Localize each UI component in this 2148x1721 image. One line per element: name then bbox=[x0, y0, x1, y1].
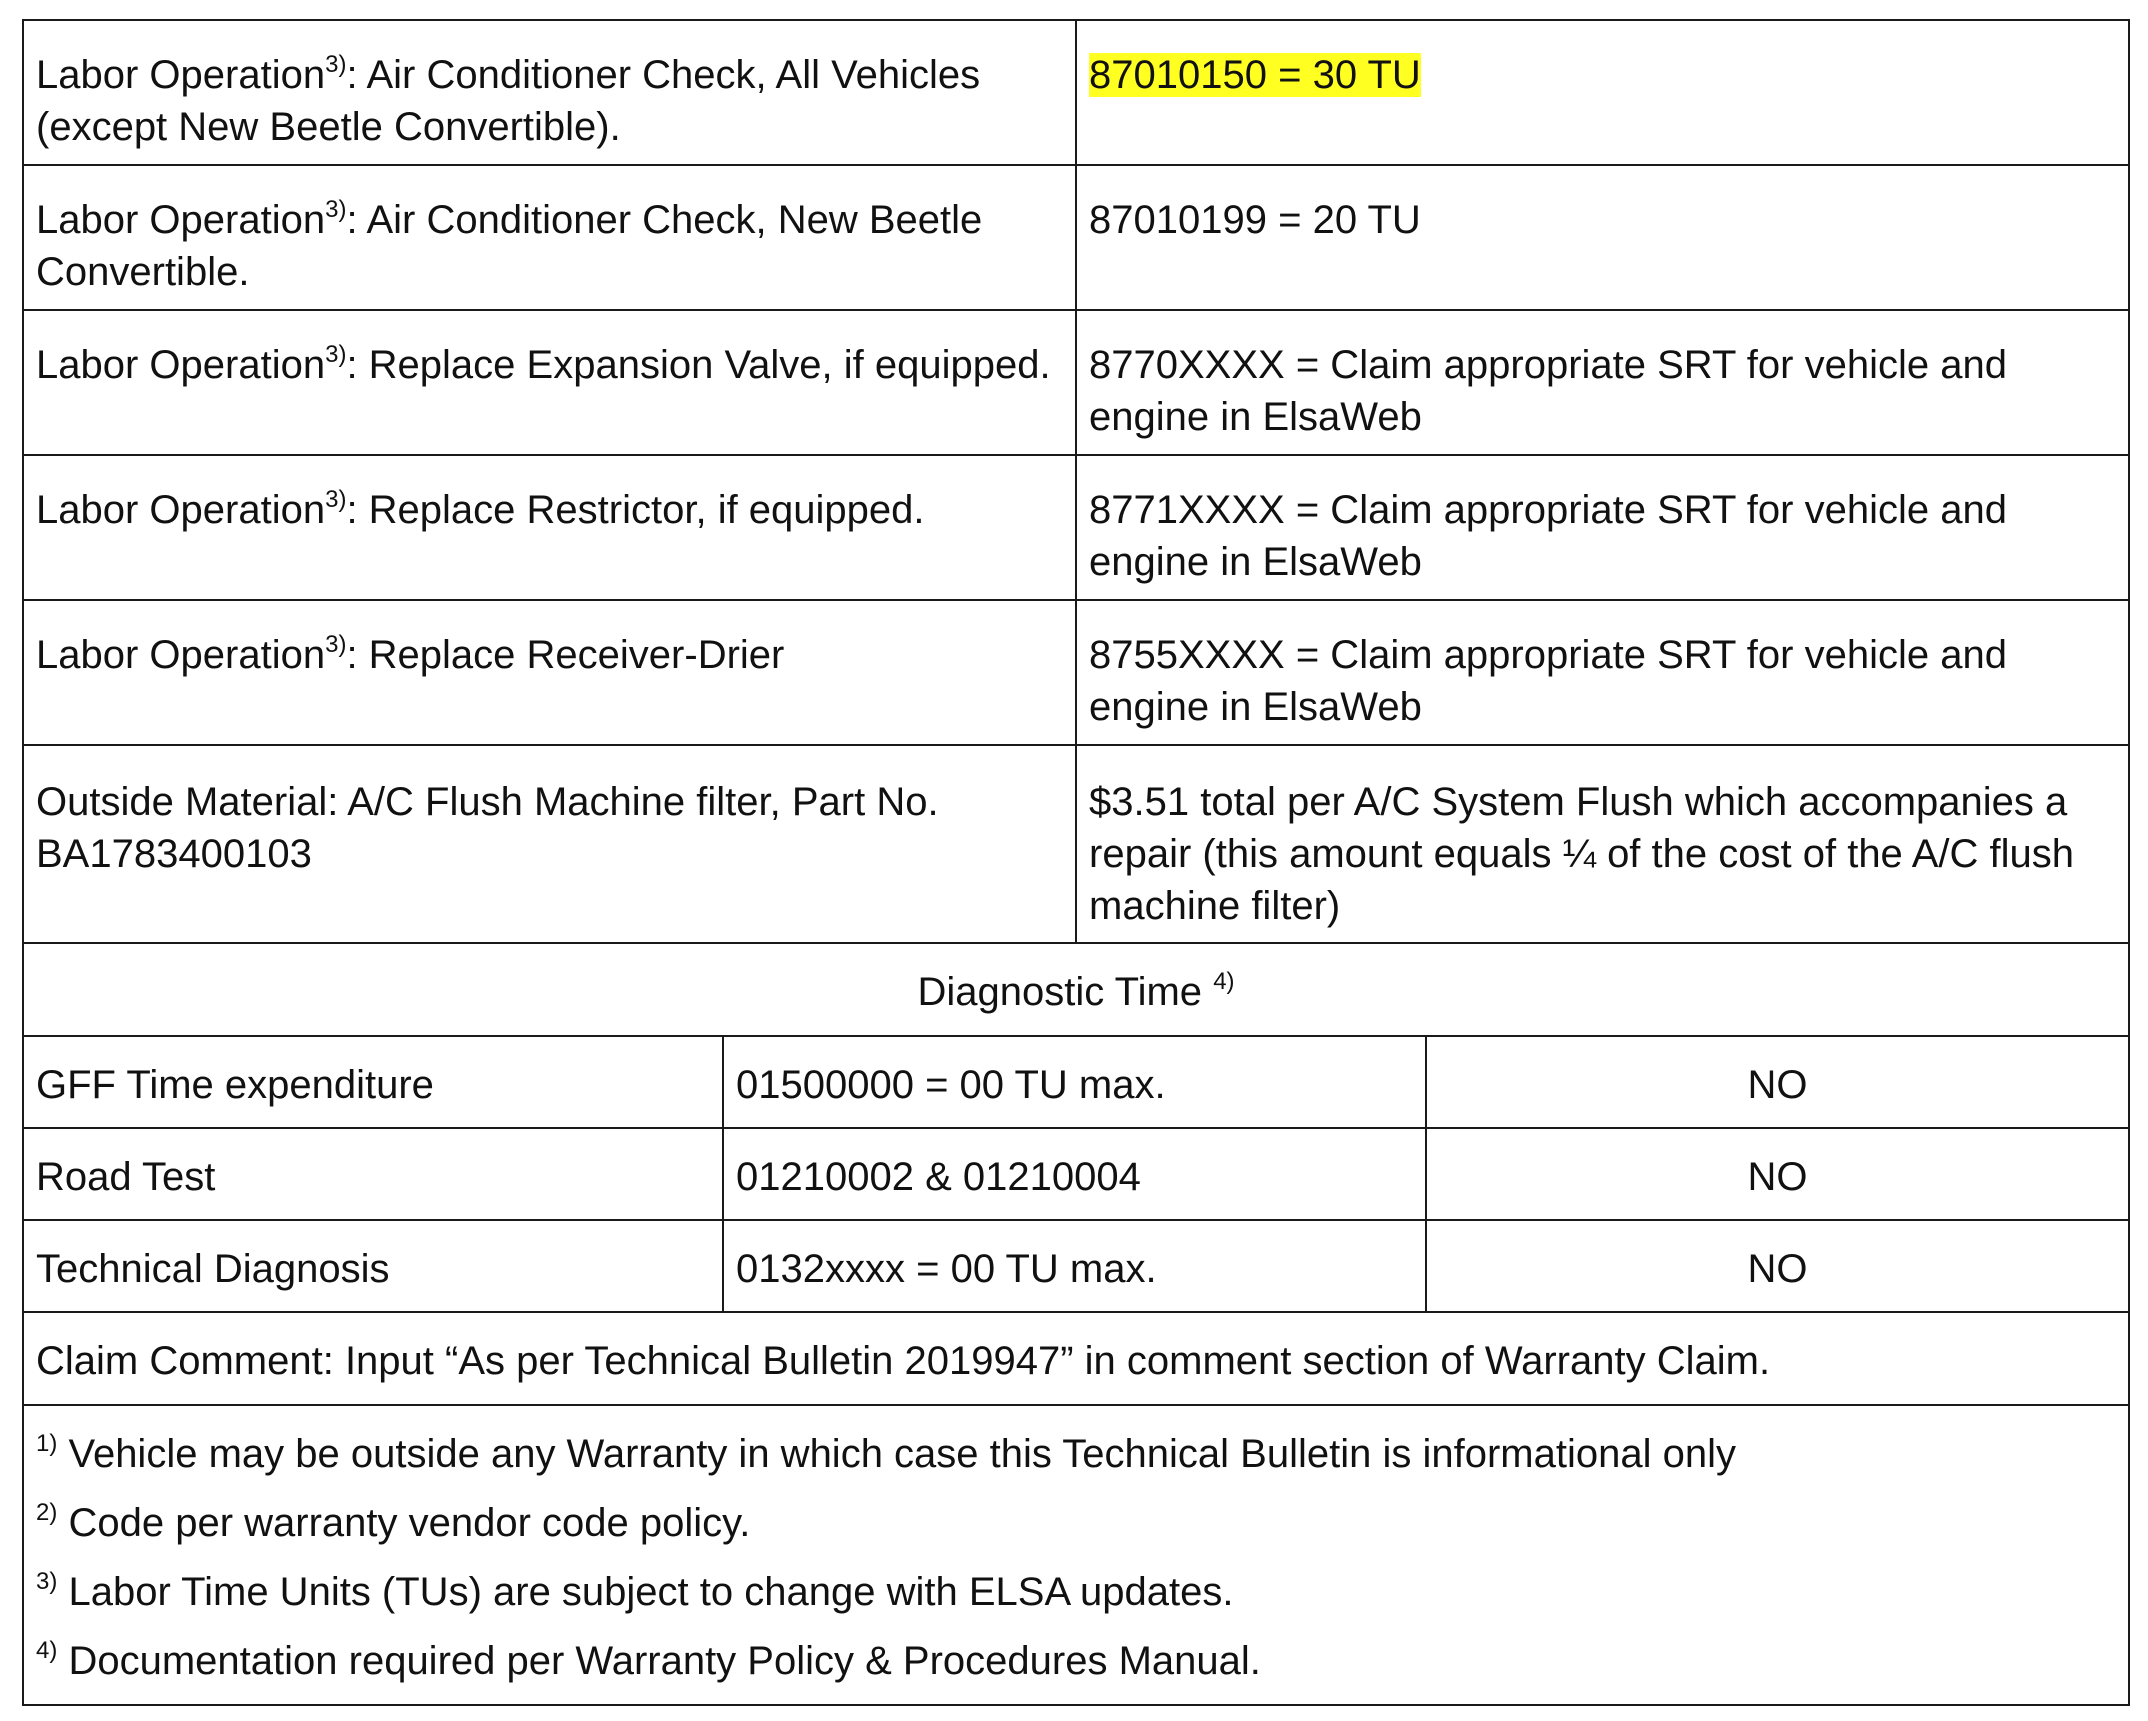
footnote-ref: 3) bbox=[325, 51, 347, 78]
diagnostic-row-gff bbox=[23, 1036, 2129, 1128]
diagnostic-time-header-row bbox=[23, 943, 2129, 1036]
labor-code-cell bbox=[1076, 20, 2129, 165]
labor-code-cell: 87010199 = 20 TU bbox=[1076, 165, 2129, 310]
footnote-ref: 3) bbox=[325, 341, 347, 368]
labor-operation-desc: : Replace Receiver-Drier bbox=[346, 633, 785, 677]
claim-comment-row bbox=[23, 1312, 2129, 1405]
footnote-text: Code per warranty vendor code policy. bbox=[68, 1501, 751, 1545]
labor-operation-label: Labor Operation bbox=[36, 488, 326, 532]
footnote-mark: 4) bbox=[36, 1637, 58, 1664]
labor-row-receiver-drier bbox=[23, 600, 2129, 745]
labor-code-cell: 8770XXXX = Claim appropriate SRT for vehicle and engine in ElsaWeb bbox=[1076, 310, 2129, 455]
footnote-text: Documentation required per Warranty Policy & Procedures Manual. bbox=[68, 1639, 1261, 1683]
footnote-mark: 2) bbox=[36, 1499, 58, 1526]
diagnostic-code: 01500000 = 00 TU max. bbox=[723, 1036, 1426, 1128]
footnote-mark: 1) bbox=[36, 1430, 58, 1457]
labor-row-expansion-valve bbox=[23, 310, 2129, 455]
labor-operation-label: Labor Operation bbox=[36, 633, 326, 677]
labor-operation-desc: : Replace Restrictor, if equipped. bbox=[346, 488, 925, 532]
labor-operation-desc: : Replace Expansion Valve, if equipped. bbox=[346, 343, 1051, 387]
footnotes-cell bbox=[23, 1405, 2129, 1705]
highlighted-labor-code: 87010150 = 30 TU bbox=[1089, 53, 1421, 97]
diagnostic-name: Road Test bbox=[23, 1128, 723, 1220]
labor-code-cell: 8771XXXX = Claim appropriate SRT for vehicle and engine in ElsaWeb bbox=[1076, 455, 2129, 600]
diagnostic-time-header bbox=[23, 943, 2129, 1036]
footnote-ref: 4) bbox=[1213, 967, 1235, 995]
footnote-text: Vehicle may be outside any Warranty in which case this Technical Bulletin is informational only bbox=[68, 1432, 1736, 1476]
diagnostic-row-road-test bbox=[23, 1128, 2129, 1220]
diagnostic-time-title: Diagnostic Time bbox=[917, 969, 1203, 1014]
labor-operation-cell bbox=[23, 165, 1076, 310]
labor-operation-cell bbox=[23, 455, 1076, 600]
diagnostic-row-technical bbox=[23, 1220, 2129, 1312]
labor-operation-cell bbox=[23, 20, 1076, 165]
labor-row-ac-check-all bbox=[23, 20, 2129, 165]
footnote-text: Labor Time Units (TUs) are subject to change with ELSA updates. bbox=[68, 1570, 1234, 1614]
outside-material-label: Outside Material: A/C Flush Machine filter, Part No. BA1783400103 bbox=[23, 745, 1076, 943]
labor-operation-desc: : Air Conditioner Check, All Vehicles (except New Beetle Convertible). bbox=[36, 53, 981, 149]
outside-material-row bbox=[23, 745, 2129, 943]
footnote-2 bbox=[36, 1497, 2116, 1566]
labor-code-cell: 8755XXXX = Claim appropriate SRT for vehicle and engine in ElsaWeb bbox=[1076, 600, 2129, 745]
footnotes-row bbox=[23, 1405, 2129, 1705]
footnote-1 bbox=[36, 1428, 2116, 1497]
footnote-ref: 3) bbox=[325, 631, 347, 658]
warranty-claim-table bbox=[22, 19, 2130, 1706]
footnote-mark: 3) bbox=[36, 1568, 58, 1595]
diagnostic-flag: NO bbox=[1426, 1128, 2129, 1220]
footnote-ref: 3) bbox=[325, 196, 347, 223]
diagnostic-name: GFF Time expenditure bbox=[23, 1036, 723, 1128]
labor-operation-desc: : Air Conditioner Check, New Beetle Convertible. bbox=[36, 198, 983, 294]
labor-operation-label: Labor Operation bbox=[36, 198, 326, 242]
labor-operation-label: Labor Operation bbox=[36, 343, 326, 387]
diagnostic-code: 0132xxxx = 00 TU max. bbox=[723, 1220, 1426, 1312]
labor-operation-cell bbox=[23, 600, 1076, 745]
labor-row-restrictor bbox=[23, 455, 2129, 600]
diagnostic-code: 01210002 & 01210004 bbox=[723, 1128, 1426, 1220]
outside-material-value: $3.51 total per A/C System Flush which accompanies a repair (this amount equals ¼ of the cost of the A/C flush machine filter) bbox=[1076, 745, 2129, 943]
diagnostic-flag: NO bbox=[1426, 1220, 2129, 1312]
footnote-4 bbox=[36, 1635, 2116, 1687]
claim-comment: Claim Comment: Input “As per Technical Bulletin 2019947” in comment section of Warranty Claim. bbox=[23, 1312, 2129, 1405]
footnote-3 bbox=[36, 1566, 2116, 1635]
diagnostic-flag: NO bbox=[1426, 1036, 2129, 1128]
labor-operation-cell bbox=[23, 310, 1076, 455]
diagnostic-name: Technical Diagnosis bbox=[23, 1220, 723, 1312]
footnote-ref: 3) bbox=[325, 486, 347, 513]
labor-row-ac-check-beetle bbox=[23, 165, 2129, 310]
labor-operation-label: Labor Operation bbox=[36, 53, 326, 97]
